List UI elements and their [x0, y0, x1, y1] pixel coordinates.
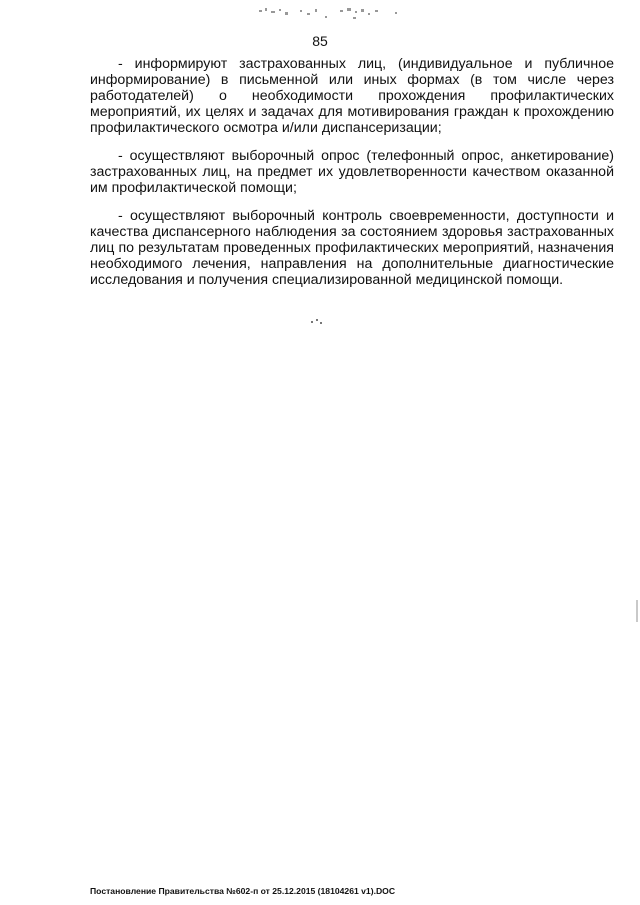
scan-edge-mark	[636, 600, 638, 622]
document-body	[90, 56, 614, 300]
document-footer: Постановление Правительства №602-п от 25.12.2015 (18104261 v1).DOC	[90, 886, 396, 896]
paragraph-informing: - информируют застрахованных лиц, (индивидуальное и публичное информирование) в письменной или иных формах (в том числе через работодателей) о необходимости прохождения профилактических мероприятий, их целях и задачах для мотивирования граждан к прохождению профилактического осмотра и/или диспансеризации;	[90, 56, 614, 136]
paragraph-control: - осуществляют выборочный контроль своевременности, доступности и качества диспансерного наблюдения за состоянием здоровья застрахованных лиц по результатам проведенных профилактических мероприятий, назначения необходимого лечения, направления на дополнительные диагностические исследования и получения специализированной медицинской помощи.	[90, 208, 614, 288]
scan-speck	[310, 318, 324, 328]
scan-artifact	[255, 4, 405, 24]
paragraph-survey: - осуществляют выборочный опрос (телефонный опрос, анкетирование) застрахованных лиц, на предмет их удовлетворенности качеством оказанной им профилактической помощи;	[90, 148, 614, 196]
page-number: 85	[312, 33, 328, 49]
